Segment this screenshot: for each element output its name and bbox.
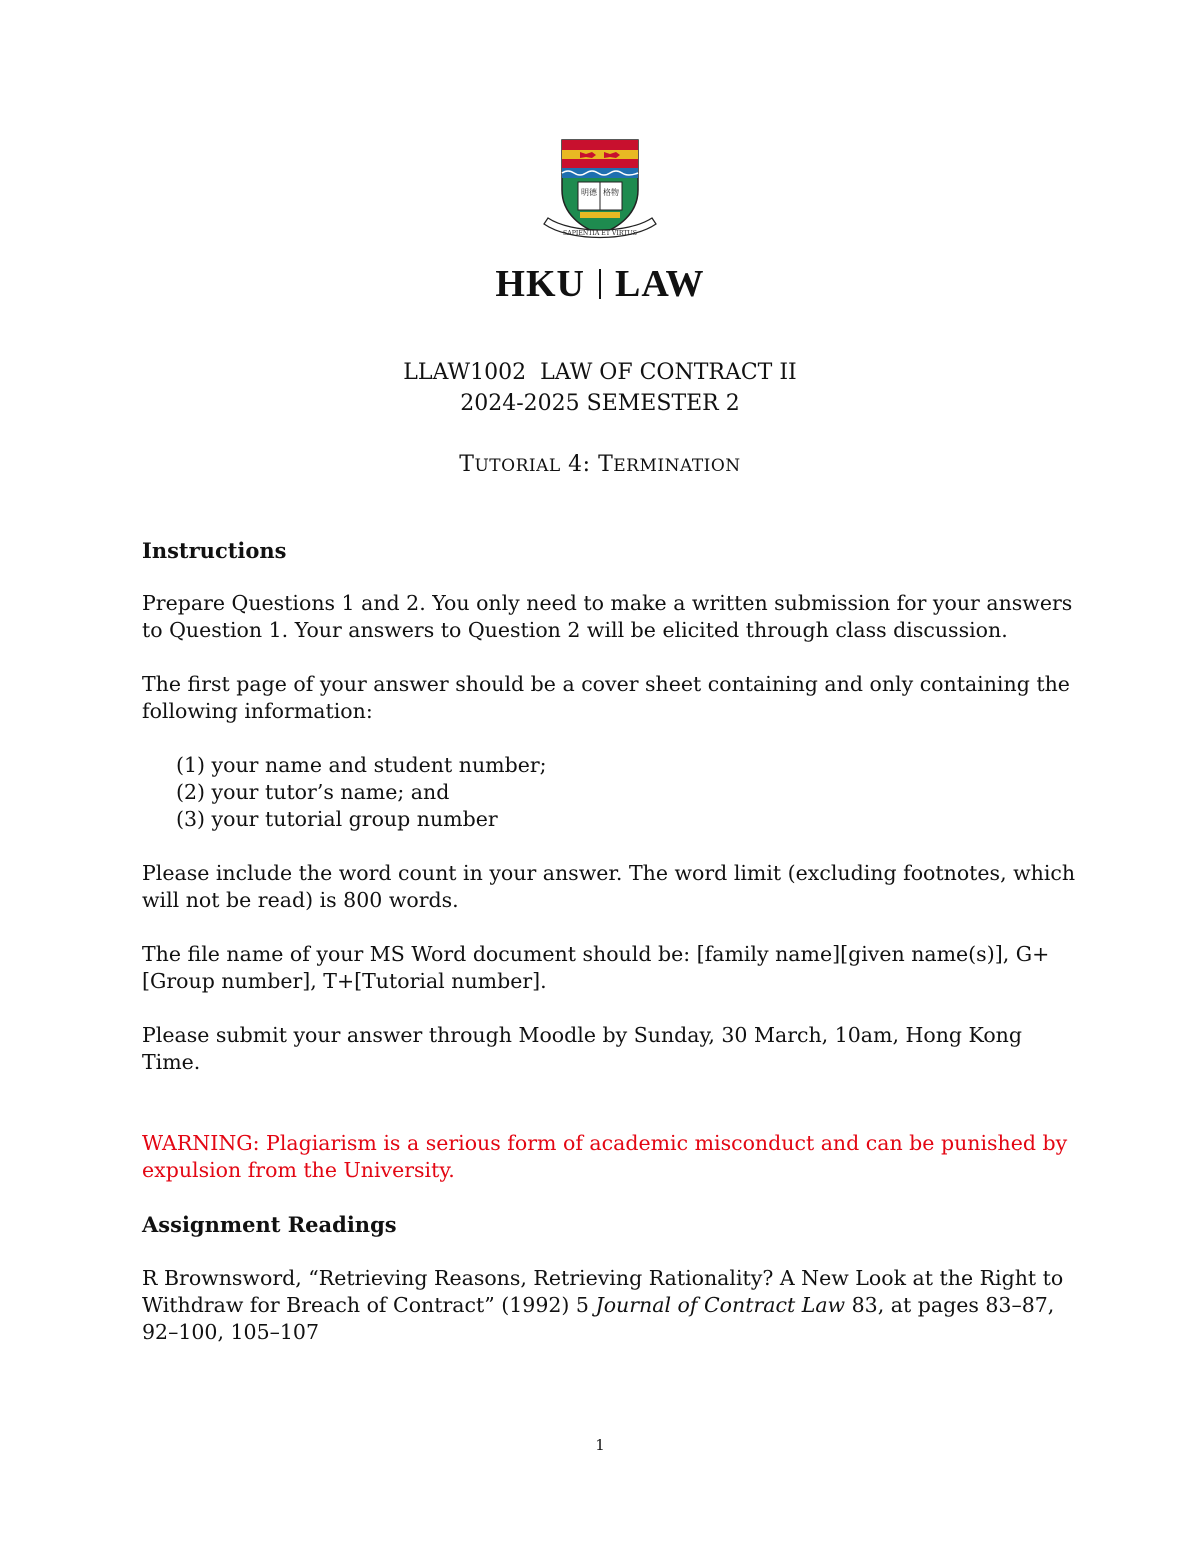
reference-text-before: R Brownsword, “Retrieving Reasons, Retrieving Rationality? A New Look at the Right to Withdraw for Breach of Contract” (1992) 5 <box>142 1266 1064 1317</box>
journal-title: Journal of Contract Law <box>595 1293 846 1317</box>
document-body <box>142 537 1082 1346</box>
page-number: 1 <box>595 1436 605 1454</box>
instructions-para-3: Please include the word count in your answer. The word limit (excluding footnotes, which will not be read) is 800 words. <box>142 861 1076 912</box>
motto-text: SAPIENTIA ET VIRTUS <box>563 230 637 237</box>
tutorial-t2: T <box>598 452 614 477</box>
course-title: LLAW1002 LAW OF CONTRACT II <box>403 360 797 385</box>
hku-crest-icon <box>540 138 660 248</box>
wordmark-right: LAW <box>614 263 705 305</box>
semester-line: 2024-2025 SEMESTER 2 <box>460 391 740 416</box>
reference-text-after: 83, at pages 83–87, 92–100, 105–107 <box>142 1293 1055 1344</box>
list-item: (1) your name and student number; <box>176 753 547 777</box>
course-header <box>0 357 1200 419</box>
tutorial-rest2: ERMINATION <box>613 456 741 476</box>
tutorial-rest1: UTORIAL <box>474 456 561 476</box>
book-glyph-right: 格物 <box>603 188 619 197</box>
hku-law-wordmark <box>0 262 1200 306</box>
instructions-para-5: Please submit your answer through Moodle by Sunday, 30 March, 10am, Hong Kong Time. <box>142 1023 1022 1074</box>
wordmark-left: HKU <box>495 263 585 305</box>
instructions-para-4: The file name of your MS Word document should be: [family name][given name(s)], G+[Group number], T+[Tutorial number]. <box>142 942 1050 993</box>
instructions-para-2: The first page of your answer should be a cover sheet containing and only containing the following information: <box>142 672 1070 723</box>
reading-reference <box>142 1265 1082 1346</box>
instructions-heading: Instructions <box>142 538 287 563</box>
tutorial-t1: T <box>459 452 475 477</box>
cover-sheet-list <box>142 752 1082 833</box>
book-glyph-left: 明德 <box>581 188 597 197</box>
readings-heading: Assignment Readings <box>142 1212 397 1237</box>
tutorial-mid: 4: <box>560 452 599 477</box>
list-item: (3) your tutorial group number <box>176 807 498 831</box>
tutorial-title <box>0 452 1200 477</box>
plagiarism-warning: WARNING: Plagiarism is a serious form of academic misconduct and can be punished by expulsion from the University. <box>142 1131 1068 1182</box>
wordmark-separator <box>599 269 601 299</box>
instructions-para-1: Prepare Questions 1 and 2. You only need to make a written submission for your answers to Question 1. Your answers to Question 2 will be elicited through class discussion. <box>142 591 1073 642</box>
list-item: (2) your tutor’s name; and <box>176 780 450 804</box>
